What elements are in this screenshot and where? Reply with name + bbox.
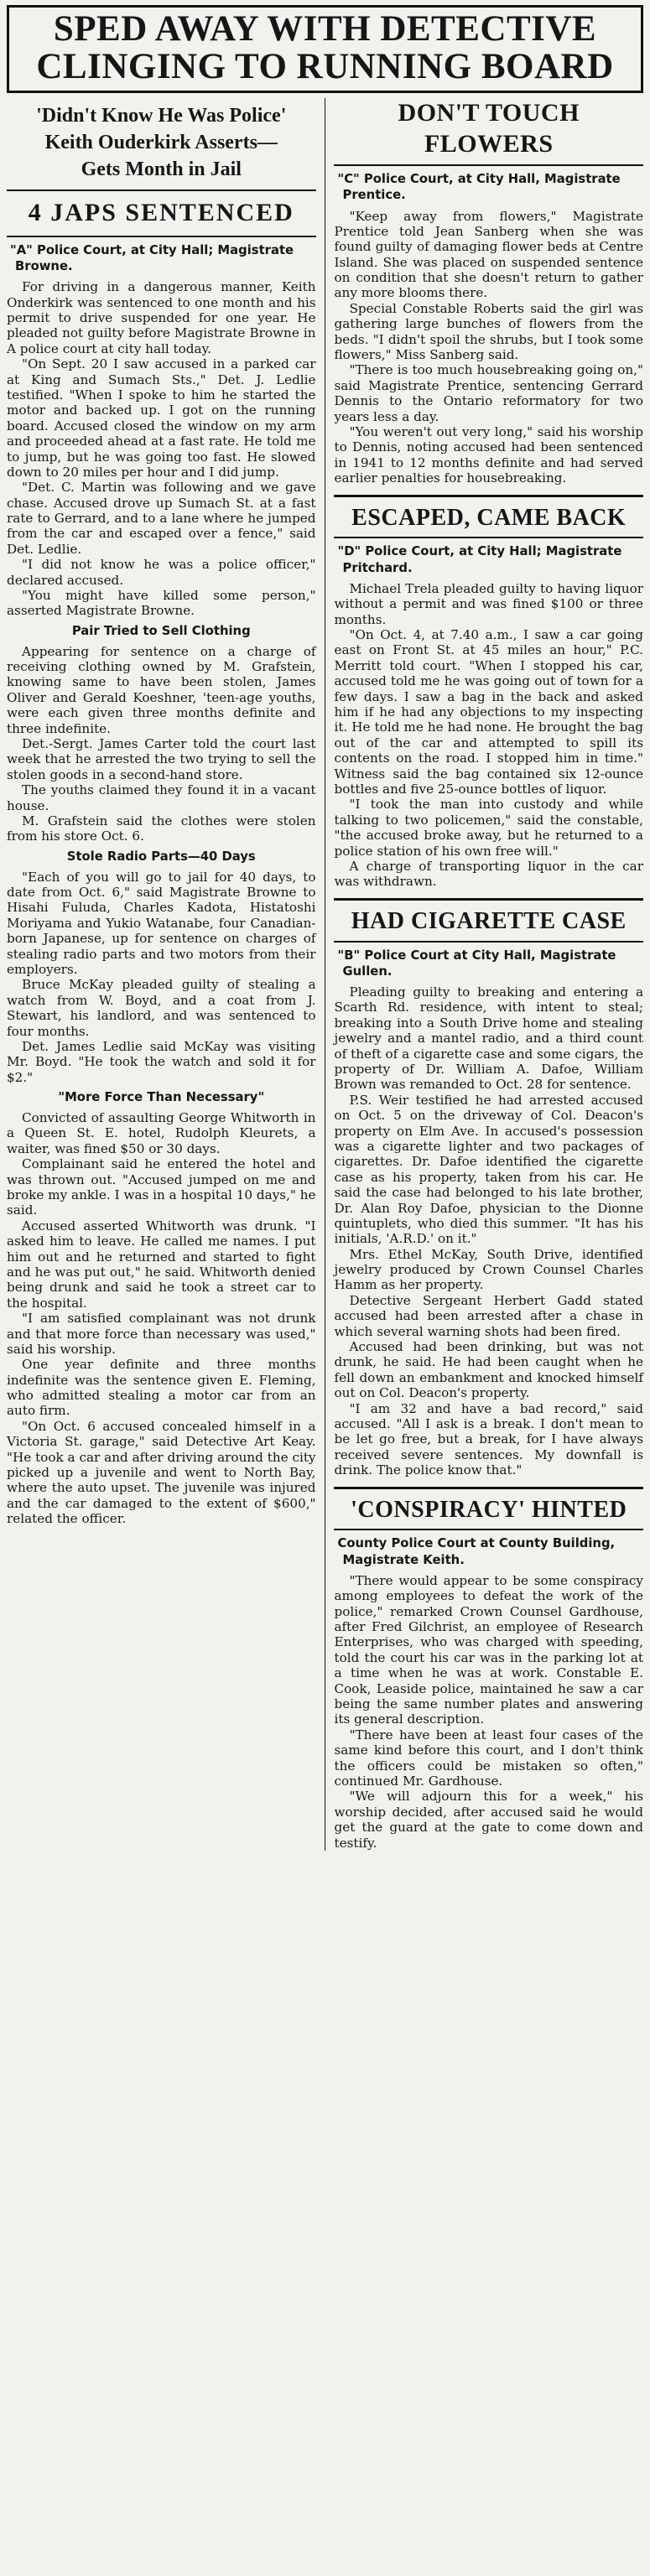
divider	[334, 941, 643, 943]
subhead: Stole Radio Parts—40 Days	[66, 849, 256, 864]
left-column	[7, 98, 316, 1850]
paragraph: Detective Sergeant Herbert Gadd stated accused had been arrested after a chase in which several warning shots had been fired.	[334, 1292, 643, 1339]
paragraph: "I did not know he was a police officer," declared accused.	[7, 557, 316, 588]
paragraph: "Each of you will go to jail for 40 days, to date from Oct. 6," said Magistrate Browne to Hisahi Fuluda, Charles Kadota, Histatoshi Moriyama and Yukio Watanabe, four Canadian-born Japanese, up for sentence on charges of stealing radio parts and two motors from their employers.	[7, 869, 316, 978]
headline-line-1: SPED AWAY WITH DETECTIVE	[53, 9, 597, 49]
story-headline: DON'T TOUCH FLOWERS	[398, 99, 580, 158]
story-body-1	[7, 279, 316, 619]
deck-line: Gets Month in Jail	[81, 158, 242, 180]
court-line: "C" Police Court, at City Hall, Magistrate Prentice.	[337, 172, 621, 203]
paragraph: "On Sept. 20 I saw accused in a parked car at King and Sumach Sts.," Det. J. Ledlie testified. "When I spoke to him he started the motor and backed up. I got on the running board. Accused closed the window on my arm and proceeded ahead at a fast rate. He told me to jump, but he was going too fast. He slowed down to 20 miles per hour and I did jump.	[7, 356, 316, 480]
paragraph: "On Oct. 6 accused concealed himself in a Victoria St. garage," said Detective Art Keay. "He took a car and after driving around the city picked up a juvenile and went to North Bay, where the auto upset. The juvenile was injured and the car damaged to the extent of $600," related the officer.	[7, 1418, 316, 1527]
paragraph: M. Grafstein said the clothes were stolen from his store Oct. 6.	[7, 813, 316, 844]
paragraph: "I am 32 and have a bad record," said accused. "All I ask is a break. I don't mean to be let go free, but a break, for I have always received severe sentences. My downfall is drink. The police know that."	[334, 1400, 643, 1478]
paragraph: Bruce McKay pleaded guilty of stealing a watch from W. Boyd, and a coat from J. Stewart, his landlord, and was sentenced to four months.	[7, 977, 316, 1039]
paragraph: Michael Trela pleaded guilty to having liquor without a permit and was fined $100 or three months.	[334, 580, 643, 627]
paragraph: "Keep away from flowers," Magistrate Prentice told Jean Sanberg when she was found guilty of damaging flower beds at Centre Island. She was placed on suspended sentence on condition that she doesn't return to gather any more blooms there.	[334, 208, 643, 301]
paragraph: "I am satisfied complainant was not drunk and that more force than necessary was used," said his worship.	[7, 1311, 316, 1357]
story-headline: 'CONSPIRACY' HINTED	[334, 1487, 643, 1524]
story-escaped	[334, 495, 643, 890]
headline-line-2: CLINGING TO RUNNING BOARD	[36, 46, 614, 86]
paragraph: Appearing for sentence on a charge of receiving clothing owned by M. Grafstein, knowing same to have been stolen, James Oliver and Gerald Koeshner, 'teen-age youths, were each given three months definite and three indefinite.	[7, 643, 316, 736]
paragraph: "On Oct. 4, at 7.40 a.m., I saw a car going east on Front St. at 45 miles an hour," P.C. Merritt told court. "When I stopped his car, accused told me he was going out of town for a few days. I saw a bag in the back and asked him if he had any objections to my inspecting it. He told me he had none. He brought the bag out of the car and attempted to spill its contents on the road. I stopped him in time." Witness said the bag contained six 12-ounce bottles and five 25-ounce bottles of liquor.	[334, 627, 643, 797]
paragraph: "There would appear to be some conspiracy among employees to defeat the work of the police," remarked Crown Counsel Gardhouse, after Fred Gilchrist, an employee of Research Enterprises, who was charged with speeding, told the court his car was in the parking lot at a time when he was at work. Constable E. Cook, Leaside police, maintained he saw a car being the same number plates and answering its general description.	[334, 1572, 643, 1727]
paragraph: P.S. Weir testified he had arrested accused on Oct. 5 on the driveway of Col. Deacon's property on Elm Ave. In accused's possession was a cigarette lighter and two packages of cigarettes. Dr. Dafoe identified the cigarette case as his property, taken from his car. He said the case had belonged to his late brother, Dr. Alan Roy Dafoe, physician to the Dionne quintuplets, who died this summer. "It has his initials, 'A.R.D.' on it."	[334, 1092, 643, 1247]
paragraph: Pleading guilty to breaking and entering a Scarth Rd. residence, with intent to steal; breaking into a South Drive home and stealing jewelry and a mantel radio, and a third count of theft of a cigarette case and some cigars, the property of Dr. William A. Dafoe, William Brown was remanded to Oct. 28 for sentence.	[334, 984, 643, 1093]
paragraph: The youths claimed they found it in a vacant house.	[7, 782, 316, 813]
subhead: Pair Tried to Sell Clothing	[71, 623, 251, 638]
paragraph: Mrs. Ethel McKay, South Drive, identified jewelry produced by Crown Counsel Charles Hamm as her property.	[334, 1246, 643, 1293]
divider	[7, 236, 316, 237]
paragraph: "You weren't out very long," said his worship to Dennis, noting accused had been sentenced in 1941 to 12 months definite and had served earlier penalties for housebreaking.	[334, 423, 643, 486]
paragraph: Special Constable Roberts said the girl was gathering large bunches of flowers from the beds. "I didn't spoil the shrubs, but I took some flowers," Miss Sanberg said.	[334, 300, 643, 363]
court-line: County Police Court at County Building, Magistrate Keith.	[337, 1536, 616, 1567]
paragraph: "Det. C. Martin was following and we gave chase. Accused drove up Sumach St. at a fast rate to Gerrard, and to a lane where he jumped from the car and escaped over a fence," said Det. Ledlie.	[7, 480, 316, 557]
story-body-2	[7, 644, 316, 844]
divider	[334, 537, 643, 538]
paragraph: "You might have killed some person," asserted Magistrate Browne.	[7, 588, 316, 619]
subhead: "More Force Than Necessary"	[58, 1090, 265, 1105]
paragraph: "We will adjourn this for a week," his worship decided, after accused said he would get the guard at the gate to come down and testify.	[334, 1789, 643, 1851]
paragraph: "There is too much housebreaking going on," said Magistrate Prentice, sentencing Gerrard Dennis to the Ontario reformatory for two years less a day.	[334, 362, 643, 424]
court-line: "D" Police Court, at City Hall; Magistrate Pritchard.	[337, 544, 622, 575]
story-conspiracy	[334, 1487, 643, 1851]
sub-headline: 4 JAPS SENTENCED	[28, 199, 294, 227]
story-body-4	[7, 1110, 316, 1527]
story-headline: HAD CIGARETTE CASE	[334, 898, 643, 936]
court-line: "B" Police Court at City Hall, Magistrate Gullen.	[337, 948, 616, 979]
paragraph: A charge of transporting liquor in the car was withdrawn.	[334, 858, 643, 890]
paragraph: Accused asserted Whitworth was drunk. "I asked him to leave. He called me names. I put him out and he returned and started to fight and he was put out," he said. Whitworth denied being drunk and said he took a street car to the hospital.	[7, 1218, 316, 1311]
right-column	[334, 98, 643, 1850]
paragraph: Convicted of assaulting George Whitworth in a Queen St. E. hotel, Rudolph Kleurets, a waiter, was fined $50 or 30 days.	[7, 1110, 316, 1156]
divider	[7, 190, 316, 191]
court-line: "A" Police Court, at City Hall; Magistrate Browne.	[10, 242, 294, 273]
story-body-3	[7, 870, 316, 1085]
paragraph: Det.-Sergt. James Carter told the court last week that he arrested the two trying to sell the stolen goods in a second-hand store.	[7, 736, 316, 782]
divider	[334, 164, 643, 166]
paragraph: For driving in a dangerous manner, Keith Onderkirk was sentenced to one month and his permit to drive suspended for one year. He pleaded not guilty before Magistrate Browne in A police court at city hall today.	[7, 279, 316, 356]
main-headline	[7, 5, 643, 93]
deck-line: Keith Ouderkirk Asserts—	[44, 132, 278, 154]
story-flowers	[334, 98, 643, 486]
article-columns	[7, 98, 643, 1850]
column-rule	[325, 98, 326, 1850]
deck-headline	[7, 103, 316, 183]
story-headline: ESCAPED, CAME BACK	[334, 495, 643, 532]
deck-line: 'Didn't Know He Was Police'	[36, 105, 287, 127]
paragraph: Accused had been drinking, but was not drunk, he said. He had been caught when he fell down an embankment and knocked himself out on Col. Deacon's property.	[334, 1339, 643, 1401]
paragraph: "There have been at least four cases of the same kind before this court, and I don't think the officers could be mistaken so often," continued Mr. Gardhouse.	[334, 1727, 643, 1789]
paragraph: "I took the man into custody and while talking to two policemen," said the constable, "the accused broke away, but he returned to a police station of his own free will."	[334, 797, 643, 859]
story-cigarette	[334, 898, 643, 1478]
paragraph: Complainant said he entered the hotel and was thrown out. "Accused jumped on me and broke my ankle. I was in a hospital 10 days," he said.	[7, 1156, 316, 1218]
divider	[334, 1529, 643, 1530]
paragraph: Det. James Ledlie said McKay was visiting Mr. Boyd. "He took the watch and sold it for $2."	[7, 1038, 316, 1085]
paragraph: One year definite and three months indefinite was the sentence given E. Fleming, who admitted stealing a motor car from an auto firm.	[7, 1357, 316, 1419]
